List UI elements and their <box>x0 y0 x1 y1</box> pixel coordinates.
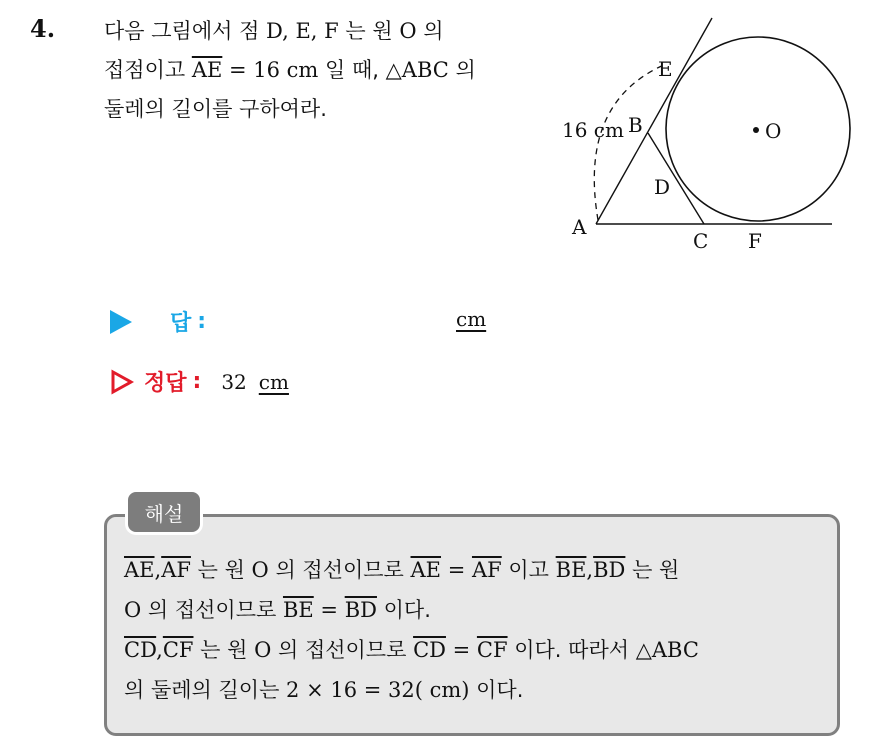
explanation-text <box>124 550 832 710</box>
label-b: B <box>628 113 643 137</box>
label-a: A <box>572 215 587 239</box>
label-e: E <box>658 57 673 81</box>
correct-answer-row <box>110 366 289 397</box>
answer-label: 답 <box>170 311 192 336</box>
answer-row <box>110 306 487 337</box>
question-line-1: 다음 그림에서 점 D, E, F 는 원 O 의 <box>104 19 444 43</box>
label-c: C <box>693 229 709 253</box>
explanation-line-3: $\overline{CD},\overline{CF}$ 는 원 O 의 접선이므로 $\overline{CD} = \overline{CF}$ 이다. 따라서 △ABC <box>124 638 699 662</box>
answer-unit: cm <box>456 307 487 331</box>
question-number: 4. <box>30 14 56 43</box>
filled-triangle-icon <box>110 310 132 334</box>
correct-colon: : <box>192 369 202 394</box>
correct-label: 정답 <box>144 371 187 396</box>
label-f: F <box>748 229 762 253</box>
correct-unit: cm <box>258 369 289 394</box>
segment-ae: $\overline{AE}$ <box>191 58 223 82</box>
question-line-2: 접점이고 $\overline{AE} = 16$ cm 일 때, △ABC 의 <box>104 58 476 82</box>
question-line-3: 둘레의 길이를 구하여라. <box>104 97 327 121</box>
label-d: D <box>654 175 671 199</box>
outline-triangle-icon <box>110 369 134 395</box>
explanation-line-1: $\overline{AE},\overline{AF}$ 는 원 O 의 접선이므로 $\overline{AE} = \overline{AF}$ 이고 $\overline{BE},\overline{BD}$ 는 원 <box>124 558 680 582</box>
answer-colon: : <box>197 309 207 334</box>
geometry-figure <box>560 12 860 272</box>
question-text <box>104 12 544 129</box>
explanation-line-4: 의 둘레의 길이는 2 × 16 = 32( cm) 이다. <box>124 678 524 702</box>
label-o: O <box>765 119 782 143</box>
center-point <box>753 127 759 133</box>
label-length: 16 cm <box>562 118 624 142</box>
correct-value: 32 <box>221 369 247 394</box>
explanation-line-2: O 의 접선이므로 $\overline{BE} = \overline{BD}$ 이다. <box>124 598 431 622</box>
explanation-tag: 해설 <box>128 492 200 532</box>
